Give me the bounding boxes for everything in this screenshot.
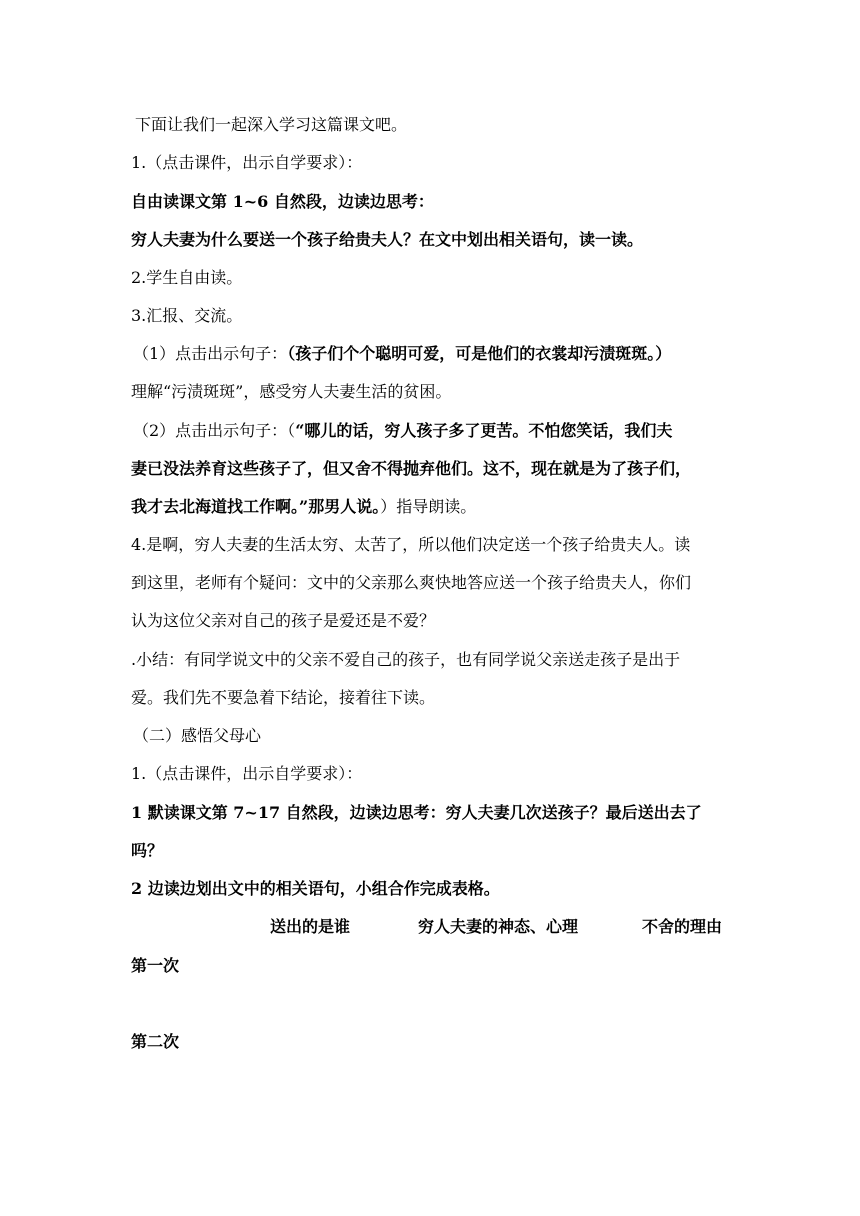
step-2-text: 2.学生自由读。 <box>131 268 243 287</box>
summary-line-2: 爱。我们先不要急着下结论，接着往下读。 <box>131 688 436 707</box>
section-2-task-1-line-2: 吗？ <box>131 841 164 860</box>
intro-paragraph: 下面让我们一起深入学习这篇课文吧。 <box>135 115 408 134</box>
section-2-step-1: 1.（点击课件，出示自学要求）： <box>131 764 363 783</box>
sentence-2-line <box>133 421 743 441</box>
step-4-line-1: 4.是啊，穷人夫妻的生活太穷、太苦了，所以他们决定送一个孩子给贵夫人。读 <box>131 535 691 554</box>
section-2-task-2: 2 边读边划出文中的相关语句，小组合作完成表格。 <box>131 879 500 898</box>
self-study-question: 穷人夫妻为什么要送一个孩子给贵夫人？在文中划出相关语句，读一读。 <box>131 230 644 249</box>
step-4-line-3: 认为这位父亲对自己的孩子是爱还是不爱？ <box>131 611 436 630</box>
table-header-expression: 穷人夫妻的神态、心理 <box>418 917 579 936</box>
summary-line-1: .小结：有同学说文中的父亲不爱自己的孩子，也有同学说父亲送走孩子是出于 <box>131 650 681 669</box>
table-header-who: 送出的是谁 <box>270 917 351 936</box>
table-row-label-second: 第二次 <box>131 1032 180 1051</box>
table-row-label-first: 第一次 <box>131 956 180 975</box>
step-3-text: 3.汇报、交流。 <box>131 306 243 325</box>
sentence-1-lead: （1）点击出示句子： <box>133 344 288 363</box>
sentence-2-lead: （2）点击出示句子：（ <box>133 421 296 440</box>
sentence-1-explanation: 理解“污渍斑斑”，感受穷人夫妻生活的贫困。 <box>131 382 452 401</box>
section-2-task-1-line-1: 1 默读课文第 7~17 自然段，边读边思考：穷人夫妻几次送孩子？最后送出去了 <box>131 803 702 822</box>
table-header-reason: 不舍的理由 <box>642 917 723 936</box>
reading-guide: ）指导朗读。 <box>380 497 477 516</box>
sentence-1-line <box>133 344 743 364</box>
self-study-requirement: 自由读课文第 1~6 自然段，边读边思考： <box>131 192 434 211</box>
section-2-heading: （二）感悟父母心 <box>133 726 262 745</box>
sentence-1-quote: （孩子们个个聪明可爱，可是他们的衣裳却污渍斑斑。） <box>287 344 672 363</box>
sentence-2-end-line <box>131 497 741 517</box>
step-4-line-2: 到这里，老师有个疑问：文中的父亲那么爽快地答应送一个孩子给贵夫人，你们 <box>131 573 692 592</box>
step-1-heading: 1.（点击课件，出示自学要求）： <box>131 153 363 172</box>
sentence-2-quote-end: 我才去北海道找工作啊。”那男人说。 <box>131 497 381 516</box>
sentence-2-quote-start: “哪儿的话，穷人孩子多了更苦。不怕您笑话，我们夫 <box>295 421 673 440</box>
sentence-2-quote-middle: 妻已没法养育这些孩子了，但又舍不得抛弃他们。这不，现在就是为了孩子们， <box>131 459 692 478</box>
